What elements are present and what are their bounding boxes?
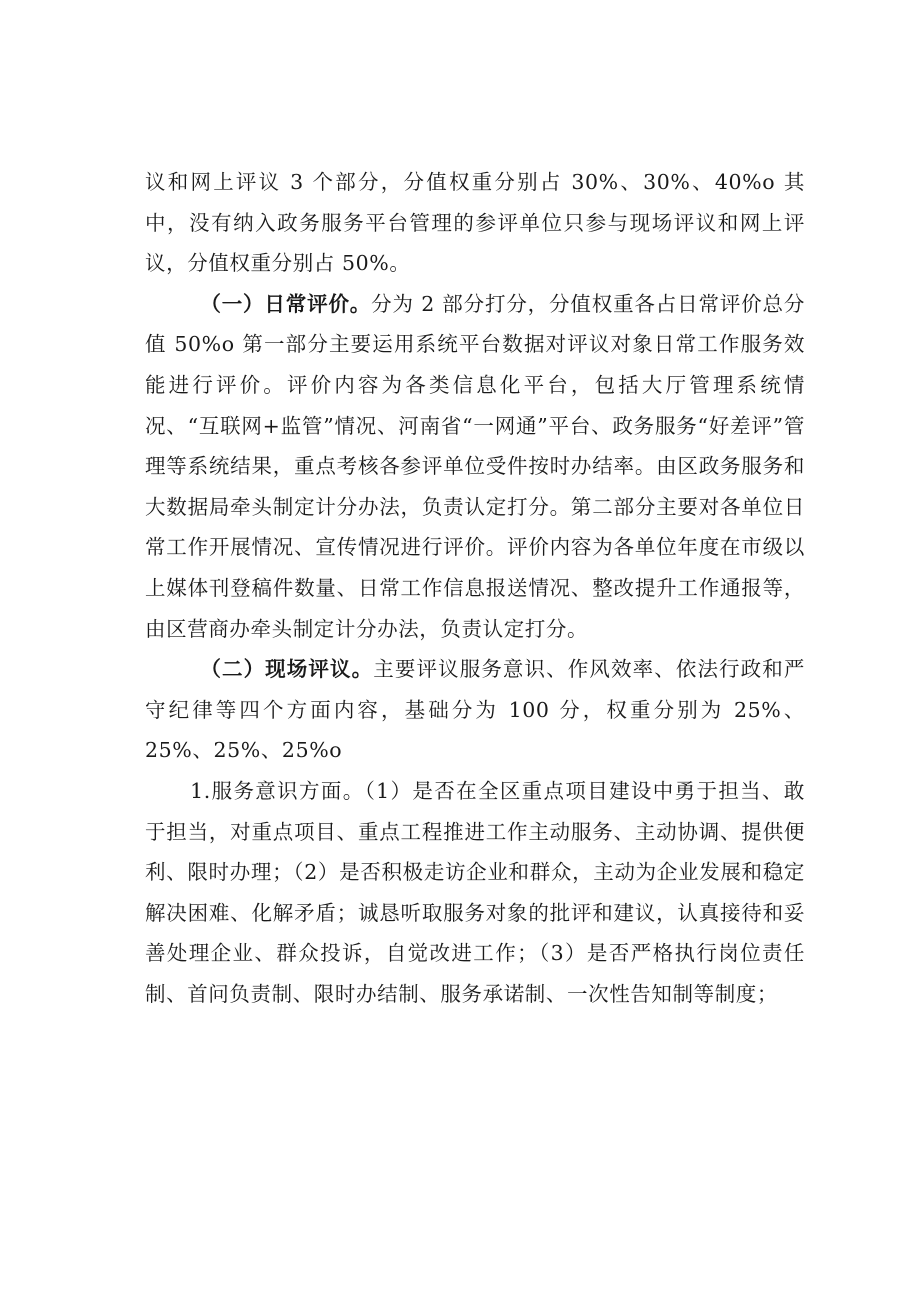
paragraph-text: 分为 2 部分打分，分值权重各占日常评价总分值 50%o 第一部分主要运用系统平台数据对评议对象日常工作服务效能进行评价。评价内容为各类信息化平台，包括大厅管理系统情况、“互联网+监管”情况、河南省“一网通”平台、政务服务“好差评”管理等系统结果，重点考核各参评单位受件按时办结率。由区政务服务和大数据局牵头制定计分办法，负责认定打分。第二部分主要对各单位日常工作开展情况、宣传情况进行评价。评价内容为各单位年度在市级以上媒体刊登稿件数量、日常工作信息报送情况、整改提升工作通报等，由区营商办牵头制定计分办法，负责认定打分。 (145, 291, 805, 641)
paragraph-text: 议和网上评议 3 个部分，分值权重分别占 30%、30%、40%o 其中，没有纳入政务服务平台管理的参评单位只参与现场评议和网上评议，分值权重分别占 50%。 (145, 170, 805, 276)
paragraph-weights-intro (145, 162, 805, 284)
section-heading-daily-evaluation: （一）日常评价。 (200, 291, 372, 316)
section-heading-onsite-review: （二）现场评议。 (200, 657, 374, 682)
paragraph-onsite-review (145, 649, 805, 771)
paragraph-service-awareness (145, 771, 805, 1015)
document-body (145, 162, 805, 1014)
paragraph-text: 1.服务意识方面。（1）是否在全区重点项目建设中勇于担当、敢于担当，对重点项目、重点工程推进工作主动服务、主动协调、提供便利、限时办理；（2）是否积极走访企业和群众，主动为企业发展和稳定解决困难、化解矛盾；诚恳听取服务对象的批评和建议，认真接待和妥善处理企业、群众投诉，自觉改进工作；（3）是否严格执行岗位责任制、首问负责制、限时办结制、服务承诺制、一次性告知制等制度； (145, 778, 805, 1006)
paragraph-daily-evaluation (145, 284, 805, 649)
paragraph-text: 主要评议服务意识、作风效率、依法行政和严守纪律等四个方面内容，基础分为 100 分，权重分别为 25%、25%、25%、25%o (145, 657, 805, 763)
